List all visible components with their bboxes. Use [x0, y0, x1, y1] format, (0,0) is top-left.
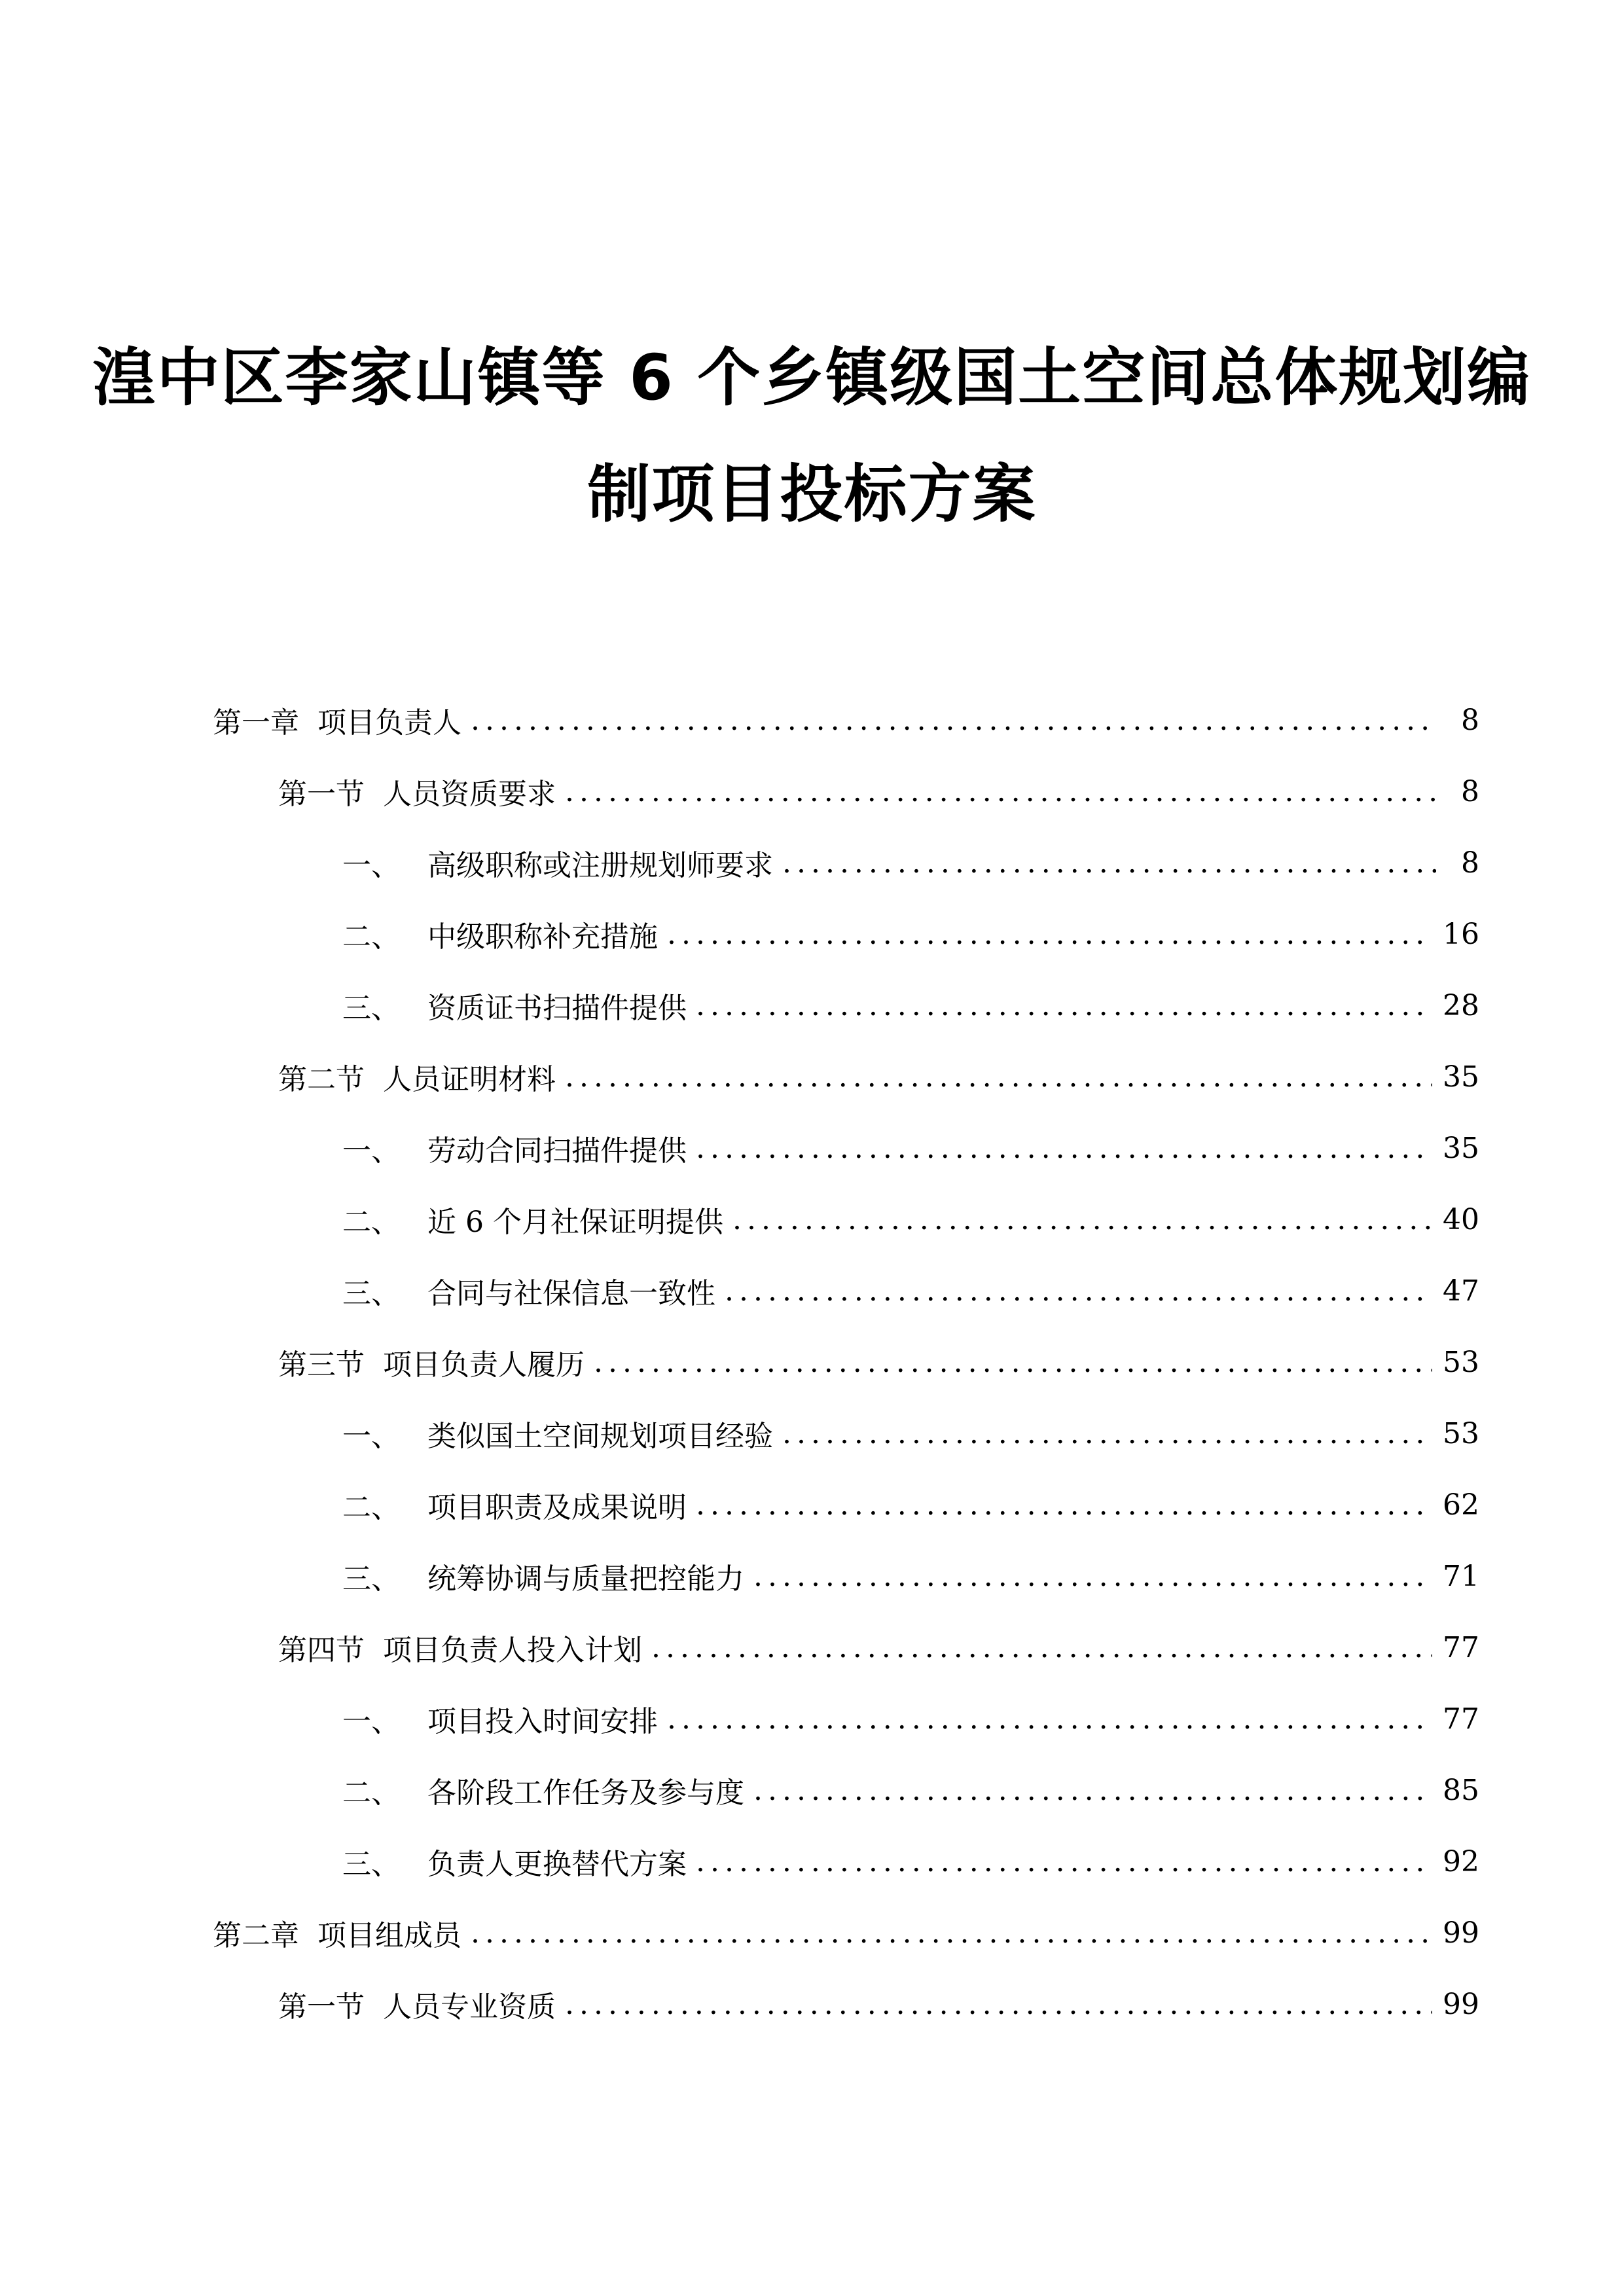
- toc-leader-dots: [667, 918, 1432, 951]
- toc-leader-dots: [651, 1631, 1432, 1664]
- toc-entry-page-number: 8: [1461, 774, 1479, 808]
- toc-entry-number: 二、: [342, 1206, 400, 1239]
- toc-entry-page-number: 53: [1443, 1416, 1479, 1450]
- toc-entry-page-number: 8: [1461, 703, 1479, 737]
- toc-entry-page-number: 77: [1443, 1630, 1479, 1664]
- toc-entry-label: 合同与社保信息一致性: [427, 1277, 715, 1310]
- toc-entry-number: 三、: [342, 1848, 400, 1881]
- document-title-line-2: 制项目投标方案: [587, 457, 1037, 531]
- toc-leader-dots: [565, 775, 1436, 808]
- toc-entry-number: 第一节: [278, 778, 365, 811]
- toc-entry-page-number: 92: [1443, 1844, 1479, 1878]
- toc-leader-dots: [471, 704, 1436, 737]
- toc-entry[interactable]: [342, 908, 1479, 960]
- toc-entry-number: 一、: [342, 849, 400, 882]
- toc-entry-label: 统筹协调与质量把控能力: [427, 1562, 744, 1596]
- toc-entry-label: 项目投入时间安排: [427, 1705, 658, 1738]
- toc-entry[interactable]: [342, 1265, 1479, 1317]
- toc-entry-label: 中级职称补充措施: [427, 920, 658, 954]
- toc-entry-page-number: 53: [1443, 1345, 1479, 1379]
- toc-entry-page-number: 16: [1443, 917, 1479, 951]
- toc-entry[interactable]: [213, 694, 1479, 746]
- toc-entry-number: 三、: [342, 1277, 400, 1310]
- toc-entry-label: 人员专业资质: [383, 1990, 556, 2024]
- toc-leader-dots: [696, 1845, 1432, 1878]
- toc-entry-page-number: 85: [1443, 1773, 1479, 1807]
- toc-entry[interactable]: [342, 1835, 1479, 1888]
- toc-entry-page-number: 77: [1443, 1702, 1479, 1736]
- toc-entry-label: 负责人更换替代方案: [427, 1848, 687, 1881]
- toc-entry-number: 第三节: [278, 1348, 365, 1382]
- toc-entry-label: 劳动合同扫描件提供: [427, 1134, 687, 1168]
- toc-leader-dots: [725, 1274, 1432, 1308]
- toc-entry-label: 人员证明材料: [383, 1063, 556, 1096]
- toc-leader-dots: [696, 989, 1432, 1022]
- toc-entry[interactable]: [342, 1479, 1479, 1531]
- toc-entry-label: 类似国土空间规划项目经验: [427, 1420, 773, 1453]
- toc-entry-page-number: 28: [1443, 988, 1479, 1022]
- toc-entry-label: 资质证书扫描件提供: [427, 992, 687, 1025]
- toc-entry-number: 一、: [342, 1134, 400, 1168]
- toc-entry-page-number: 99: [1443, 1916, 1479, 1950]
- toc-entry-label: 项目职责及成果说明: [427, 1491, 687, 1524]
- toc-entry-number: 一、: [342, 1705, 400, 1738]
- toc-entry-label: 人员资质要求: [383, 778, 556, 811]
- toc-entry[interactable]: [342, 979, 1479, 1031]
- toc-entry[interactable]: [278, 1621, 1479, 1674]
- toc-entry[interactable]: [342, 836, 1479, 889]
- toc-entry[interactable]: [278, 1336, 1479, 1388]
- toc-entry-page-number: 47: [1443, 1274, 1479, 1308]
- toc-leader-dots: [667, 1702, 1432, 1736]
- toc-entry-label: 各阶段工作任务及参与度: [427, 1776, 744, 1810]
- toc-entry-page-number: 99: [1443, 1987, 1479, 2021]
- toc-leader-dots: [565, 1060, 1432, 1094]
- toc-leader-dots: [782, 1417, 1432, 1450]
- toc-entry-number: 第二节: [278, 1063, 365, 1096]
- toc-entry-page-number: 35: [1443, 1131, 1479, 1165]
- toc-leader-dots: [696, 1132, 1432, 1165]
- toc-entry[interactable]: [342, 1122, 1479, 1174]
- toc-entry-page-number: 35: [1443, 1060, 1479, 1094]
- toc-entry-number: 第一节: [278, 1990, 365, 2024]
- toc-entry-number: 第二章: [213, 1919, 299, 1952]
- toc-leader-dots: [696, 1488, 1432, 1522]
- toc-entry-label: 近 6 个月社保证明提供: [427, 1206, 723, 1239]
- toc-entry-page-number: 71: [1443, 1559, 1479, 1593]
- toc-entry[interactable]: [342, 1407, 1479, 1460]
- toc-entry-number: 三、: [342, 992, 400, 1025]
- toc-entry-number: 二、: [342, 920, 400, 954]
- document-title-line-1: 湟中区李家山镇等 6 个乡镇级国土空间总体规划编: [92, 341, 1532, 414]
- toc-leader-dots: [565, 1988, 1432, 2021]
- toc-entry[interactable]: [213, 1907, 1479, 1959]
- toc-leader-dots: [753, 1774, 1432, 1807]
- toc-entry[interactable]: [342, 1193, 1479, 1246]
- toc-entry[interactable]: [278, 1050, 1479, 1103]
- toc-leader-dots: [732, 1203, 1432, 1236]
- toc-entry-number: 二、: [342, 1491, 400, 1524]
- toc-entry-number: 一、: [342, 1420, 400, 1453]
- toc-leader-dots: [471, 1916, 1432, 1950]
- toc-entry-page-number: 62: [1443, 1488, 1479, 1522]
- toc-entry[interactable]: [342, 1693, 1479, 1745]
- toc-entry-number: 三、: [342, 1562, 400, 1596]
- toc-entry-label: 项目负责人履历: [383, 1348, 585, 1382]
- toc-entry-number: 第四节: [278, 1634, 365, 1667]
- toc-entry[interactable]: [278, 765, 1479, 817]
- toc-entry-page-number: 40: [1443, 1202, 1479, 1236]
- toc-entry-label: 项目组成员: [317, 1919, 461, 1952]
- toc-entry[interactable]: [342, 1550, 1479, 1602]
- toc-entry[interactable]: [342, 1764, 1479, 1816]
- toc-leader-dots: [782, 846, 1436, 880]
- toc-entry[interactable]: [278, 1978, 1479, 2030]
- toc-entry-label: 高级职称或注册规划师要求: [427, 849, 773, 882]
- toc-entry-number: 第一章: [213, 706, 299, 740]
- toc-entry-label: 项目负责人: [317, 706, 461, 740]
- toc-entry-page-number: 8: [1461, 846, 1479, 880]
- toc-entry-number: 二、: [342, 1776, 400, 1810]
- toc-leader-dots: [594, 1346, 1432, 1379]
- toc-entry-label: 项目负责人投入计划: [383, 1634, 642, 1667]
- toc-leader-dots: [753, 1560, 1432, 1593]
